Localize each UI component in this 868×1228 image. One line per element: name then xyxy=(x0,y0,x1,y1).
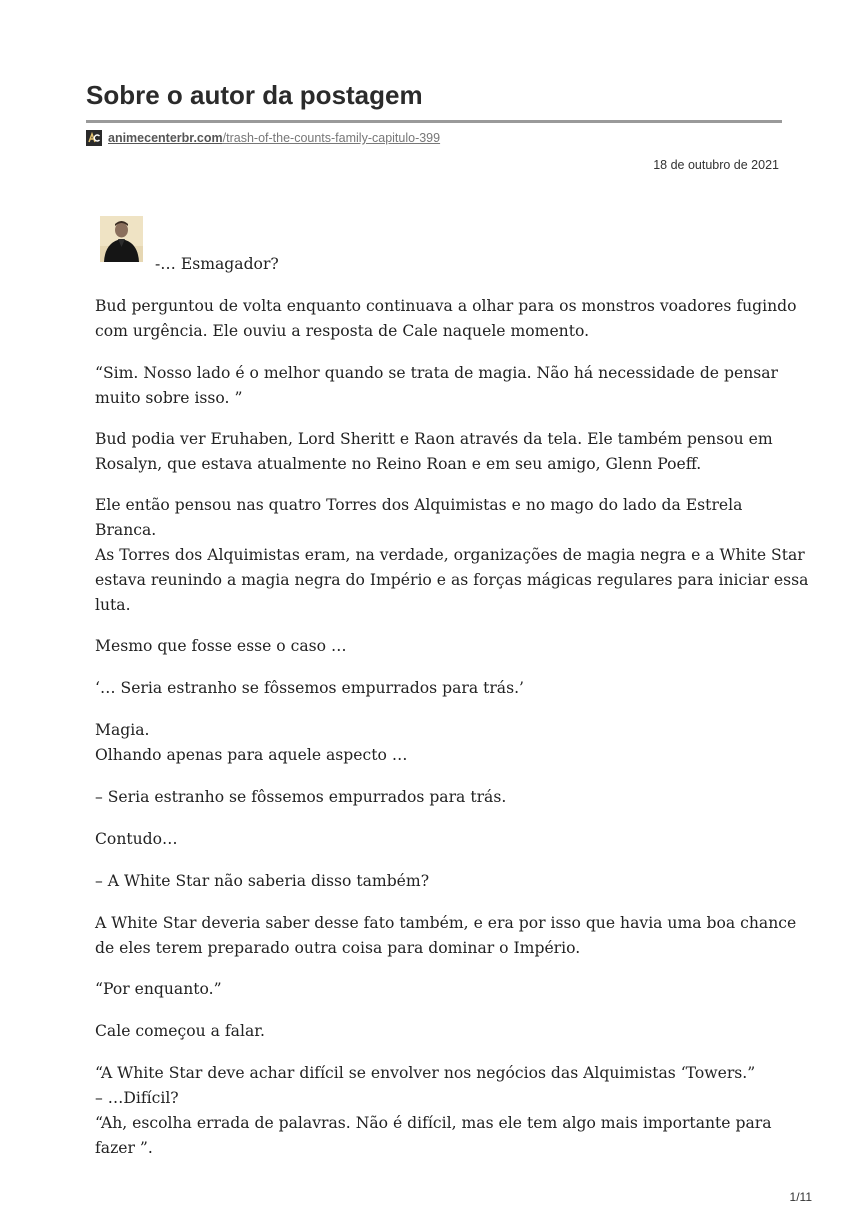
paragraph: Bud podia ver Eruhaben, Lord Sheritt e Raon através da tela. Ele também pensou em Rosalyn, que estava atualmente no Reino Roan e em seu amigo, Glenn Poeff. xyxy=(95,430,773,473)
paragraph: ‘… Seria estranho se fôssemos empurrados para trás.’ xyxy=(95,679,525,697)
opening-line: -… Esmagador? xyxy=(155,255,279,273)
source-domain[interactable]: animecenterbr.com xyxy=(108,131,223,145)
paragraph: Ele então pensou nas quatro Torres dos Alquimistas e no mago do lado da Estrela Branca. As Torres dos Alquimistas eram, na verdade, organizações de magia negra e a White Star estava reunindo a magia negra do Império e as forças mágicas regulares para iniciar essa luta. xyxy=(95,496,809,614)
paragraph: “Sim. Nosso lado é o melhor quando se trata de magia. Não há necessidade de pensar muito sobre isso. ” xyxy=(95,364,778,407)
author-avatar xyxy=(100,216,143,262)
paragraph: A White Star deveria saber desse fato também, e era por isso que havia uma boa chance de eles terem preparado outra coisa para dominar o Império. xyxy=(95,914,797,957)
page-title: Sobre o autor da postagem xyxy=(86,80,423,110)
paragraph: Contudo… xyxy=(95,830,178,848)
paragraph: – Seria estranho se fôssemos empurrados para trás. xyxy=(95,788,507,806)
paragraph: – A White Star não saberia disso também? xyxy=(95,872,430,890)
paragraph: “Por enquanto.” xyxy=(95,980,222,998)
site-favicon-icon xyxy=(86,130,102,146)
title-divider xyxy=(86,120,782,123)
source-path[interactable]: /trash-of-the-counts-family-capitulo-399 xyxy=(222,131,441,145)
page-number: 1/11 xyxy=(789,1190,812,1204)
paragraph: Magia. Olhando apenas para aquele aspecto … xyxy=(95,721,408,764)
paragraph: Bud perguntou de volta enquanto continuava a olhar para os monstros voadores fugindo com urgência. Ele ouviu a resposta de Cale naquele momento. xyxy=(95,297,797,340)
paragraph: Mesmo que fosse esse o caso … xyxy=(95,637,347,655)
paragraph: “A White Star deve achar difícil se envolver nos negócios das Alquimistas ‘Towers.” – …Difícil? “Ah, escolha errada de palavras. Não é difícil, mas ele tem algo mais importante para fazer ”. xyxy=(95,1064,772,1157)
post-date: 18 de outubro de 2021 xyxy=(653,158,779,172)
paragraph: Cale começou a falar. xyxy=(95,1022,265,1040)
source-link[interactable] xyxy=(86,130,440,146)
